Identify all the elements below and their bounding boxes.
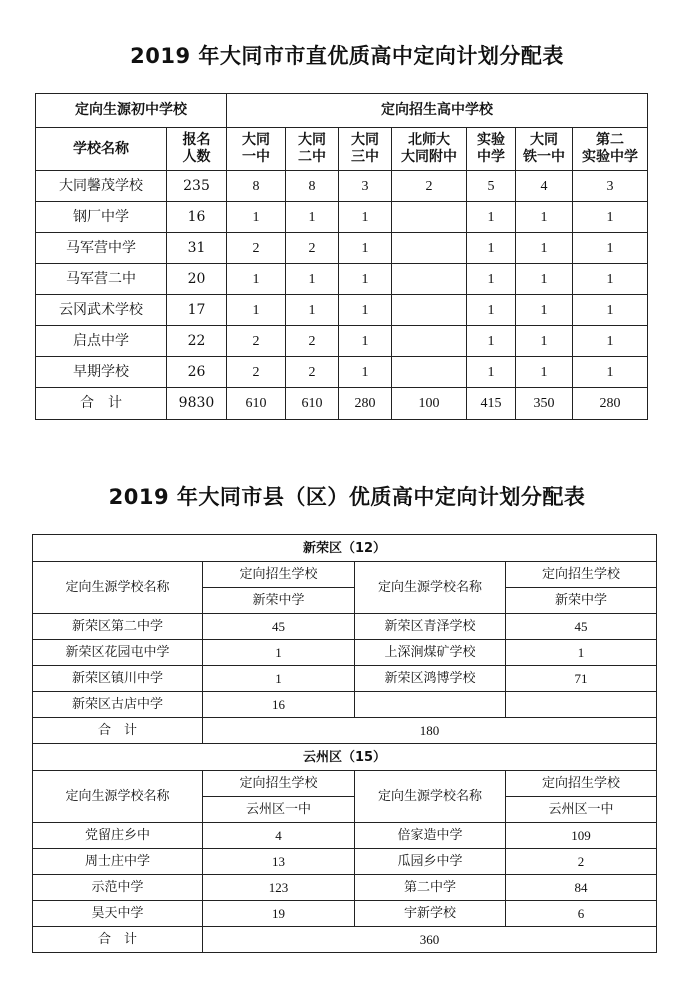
allocation-value: 1 — [339, 264, 392, 295]
school-name: 马军营中学 — [36, 233, 167, 264]
allocation-value: 1 — [467, 357, 516, 388]
target-school: 新荣中学 — [203, 588, 355, 614]
total-value: 360 — [203, 927, 657, 953]
table-row — [33, 640, 657, 666]
allocation-value: 2 — [286, 357, 339, 388]
allocation-value: 1 — [467, 264, 516, 295]
allocation-value: 1 — [516, 295, 573, 326]
allocation-value: 1 — [573, 295, 648, 326]
applicant-count: 16 — [167, 202, 227, 233]
allocation-value: 2 — [227, 326, 286, 357]
allocation-value: 1 — [516, 233, 573, 264]
source-school-name: 第二中学 — [355, 875, 506, 901]
allocation-value: 1 — [573, 233, 648, 264]
allocation-value: 3 — [339, 171, 392, 202]
school-name: 大同馨茂学校 — [36, 171, 167, 202]
total-value: 610 — [286, 388, 339, 420]
table-row — [33, 901, 657, 927]
applicant-count: 17 — [167, 295, 227, 326]
total-value: 100 — [392, 388, 467, 420]
school-name: 启点中学 — [36, 326, 167, 357]
source-header: 定向生源学校名称 — [355, 562, 506, 614]
total-value: 180 — [203, 718, 657, 744]
target-school: 云州区一中 — [203, 797, 355, 823]
table-row — [33, 666, 657, 692]
allocation-value: 2 — [227, 233, 286, 264]
source-school-name: 倍家造中学 — [355, 823, 506, 849]
col-header-target: 大同 二中 — [286, 128, 339, 171]
applicant-count: 235 — [167, 171, 227, 202]
table1-total-row — [36, 388, 648, 420]
allocation-value: 1 — [516, 357, 573, 388]
table-row — [36, 357, 648, 388]
allocation-value: 1 — [227, 295, 286, 326]
allocation-value: 1 — [339, 326, 392, 357]
table-row — [33, 692, 657, 718]
allocation-value: 1 — [339, 202, 392, 233]
source-school-name: 上深涧煤矿学校 — [355, 640, 506, 666]
section-title: 新荣区（12） — [33, 535, 657, 562]
col-header-target: 大同 一中 — [227, 128, 286, 171]
target-header: 定向招生学校 — [203, 771, 355, 797]
col-header-target: 北师大 大同附中 — [392, 128, 467, 171]
allocation-value: 2 — [506, 849, 657, 875]
allocation-value: 1 — [286, 295, 339, 326]
total-value: 415 — [467, 388, 516, 420]
col-header-target: 大同 铁一中 — [516, 128, 573, 171]
allocation-value: 1 — [467, 295, 516, 326]
allocation-value: 1 — [339, 357, 392, 388]
allocation-value: 6 — [506, 901, 657, 927]
total-value: 610 — [227, 388, 286, 420]
allocation-value: 19 — [203, 901, 355, 927]
allocation-value: 1 — [573, 357, 648, 388]
target-header: 定向招生学校 — [506, 771, 657, 797]
allocation-value — [392, 326, 467, 357]
total-count: 9830 — [167, 388, 227, 420]
source-header: 定向生源学校名称 — [33, 771, 203, 823]
applicant-count: 31 — [167, 233, 227, 264]
allocation-value: 1 — [516, 202, 573, 233]
allocation-value: 1 — [286, 264, 339, 295]
allocation-value — [392, 295, 467, 326]
table-row — [33, 823, 657, 849]
school-name: 钢厂中学 — [36, 202, 167, 233]
allocation-value: 1 — [203, 640, 355, 666]
section-title: 云州区（15） — [33, 744, 657, 771]
applicant-count: 26 — [167, 357, 227, 388]
table-row — [33, 875, 657, 901]
group-header-target: 定向招生高中学校 — [227, 94, 648, 128]
school-name: 云冈武术学校 — [36, 295, 167, 326]
source-school-name: 瓜园乡中学 — [355, 849, 506, 875]
col-header-school-name: 学校名称 — [36, 128, 167, 171]
table-row — [36, 202, 648, 233]
allocation-value: 1 — [516, 326, 573, 357]
source-school-name: 新荣区青泽学校 — [355, 614, 506, 640]
source-school-name: 新荣区第二中学 — [33, 614, 203, 640]
allocation-value: 2 — [392, 171, 467, 202]
allocation-value: 109 — [506, 823, 657, 849]
group-header-source: 定向生源初中学校 — [36, 94, 227, 128]
applicant-count: 20 — [167, 264, 227, 295]
allocation-value: 1 — [516, 264, 573, 295]
source-school-name: 周士庄中学 — [33, 849, 203, 875]
allocation-value: 2 — [227, 357, 286, 388]
table-row — [36, 264, 648, 295]
total-value: 350 — [516, 388, 573, 420]
allocation-value: 16 — [203, 692, 355, 718]
total-label: 合 计 — [33, 718, 203, 744]
allocation-value — [392, 202, 467, 233]
school-name: 马军营二中 — [36, 264, 167, 295]
allocation-value: 4 — [203, 823, 355, 849]
applicant-count: 22 — [167, 326, 227, 357]
total-label: 合 计 — [33, 927, 203, 953]
allocation-value: 1 — [339, 233, 392, 264]
table-row — [36, 233, 648, 264]
section-title-row — [33, 744, 657, 771]
allocation-value: 45 — [203, 614, 355, 640]
allocation-value — [392, 264, 467, 295]
table-row — [36, 295, 648, 326]
allocation-value: 1 — [573, 326, 648, 357]
allocation-value: 1 — [203, 666, 355, 692]
allocation-value — [392, 357, 467, 388]
allocation-value: 1 — [506, 640, 657, 666]
county-allocation-table — [32, 534, 657, 953]
table2-body — [33, 535, 657, 953]
table-row — [36, 326, 648, 357]
allocation-value: 8 — [227, 171, 286, 202]
source-school-name: 新荣区鸿博学校 — [355, 666, 506, 692]
city-direct-allocation-table — [35, 93, 648, 420]
allocation-value: 71 — [506, 666, 657, 692]
source-school-name: 新荣区花园屯中学 — [33, 640, 203, 666]
target-school: 云州区一中 — [506, 797, 657, 823]
section-total-row — [33, 718, 657, 744]
table-row — [33, 849, 657, 875]
source-school-name: 宇新学校 — [355, 901, 506, 927]
page-title-1: 2019 年大同市市直优质高中定向计划分配表 — [130, 44, 564, 68]
allocation-value: 2 — [286, 233, 339, 264]
allocation-value: 13 — [203, 849, 355, 875]
allocation-value: 123 — [203, 875, 355, 901]
total-value: 280 — [573, 388, 648, 420]
table1-body — [36, 171, 648, 388]
source-school-name: 新荣区古店中学 — [33, 692, 203, 718]
allocation-value: 1 — [467, 202, 516, 233]
table-row — [36, 171, 648, 202]
source-school-name: 新荣区镇川中学 — [33, 666, 203, 692]
col-header-target: 实验 中学 — [467, 128, 516, 171]
allocation-value: 1 — [573, 202, 648, 233]
allocation-value: 4 — [516, 171, 573, 202]
target-header: 定向招生学校 — [506, 562, 657, 588]
allocation-value: 2 — [286, 326, 339, 357]
total-label: 合 计 — [36, 388, 167, 420]
allocation-value: 1 — [227, 264, 286, 295]
allocation-value: 3 — [573, 171, 648, 202]
section-header-row — [33, 562, 657, 588]
source-school-name: 昊天中学 — [33, 901, 203, 927]
source-header: 定向生源学校名称 — [33, 562, 203, 614]
allocation-value — [392, 233, 467, 264]
allocation-value: 45 — [506, 614, 657, 640]
source-header: 定向生源学校名称 — [355, 771, 506, 823]
allocation-value: 1 — [467, 326, 516, 357]
section-total-row — [33, 927, 657, 953]
col-header-target: 第二 实验中学 — [573, 128, 648, 171]
col-header-target: 大同 三中 — [339, 128, 392, 171]
allocation-value — [506, 692, 657, 718]
allocation-value: 1 — [227, 202, 286, 233]
allocation-value: 8 — [286, 171, 339, 202]
table-row — [33, 614, 657, 640]
page-title-2: 2019 年大同市县（区）优质高中定向计划分配表 — [108, 485, 586, 509]
section-header-row — [33, 771, 657, 797]
section-title-row — [33, 535, 657, 562]
allocation-value: 1 — [467, 233, 516, 264]
school-name: 早期学校 — [36, 357, 167, 388]
target-header: 定向招生学校 — [203, 562, 355, 588]
allocation-value: 1 — [573, 264, 648, 295]
source-school-name: 示范中学 — [33, 875, 203, 901]
target-school: 新荣中学 — [506, 588, 657, 614]
allocation-value: 1 — [286, 202, 339, 233]
col-header-applicants: 报名 人数 — [167, 128, 227, 171]
allocation-value: 84 — [506, 875, 657, 901]
total-value: 280 — [339, 388, 392, 420]
source-school-name: 党留庄乡中 — [33, 823, 203, 849]
allocation-value: 5 — [467, 171, 516, 202]
allocation-value: 1 — [339, 295, 392, 326]
source-school-name — [355, 692, 506, 718]
